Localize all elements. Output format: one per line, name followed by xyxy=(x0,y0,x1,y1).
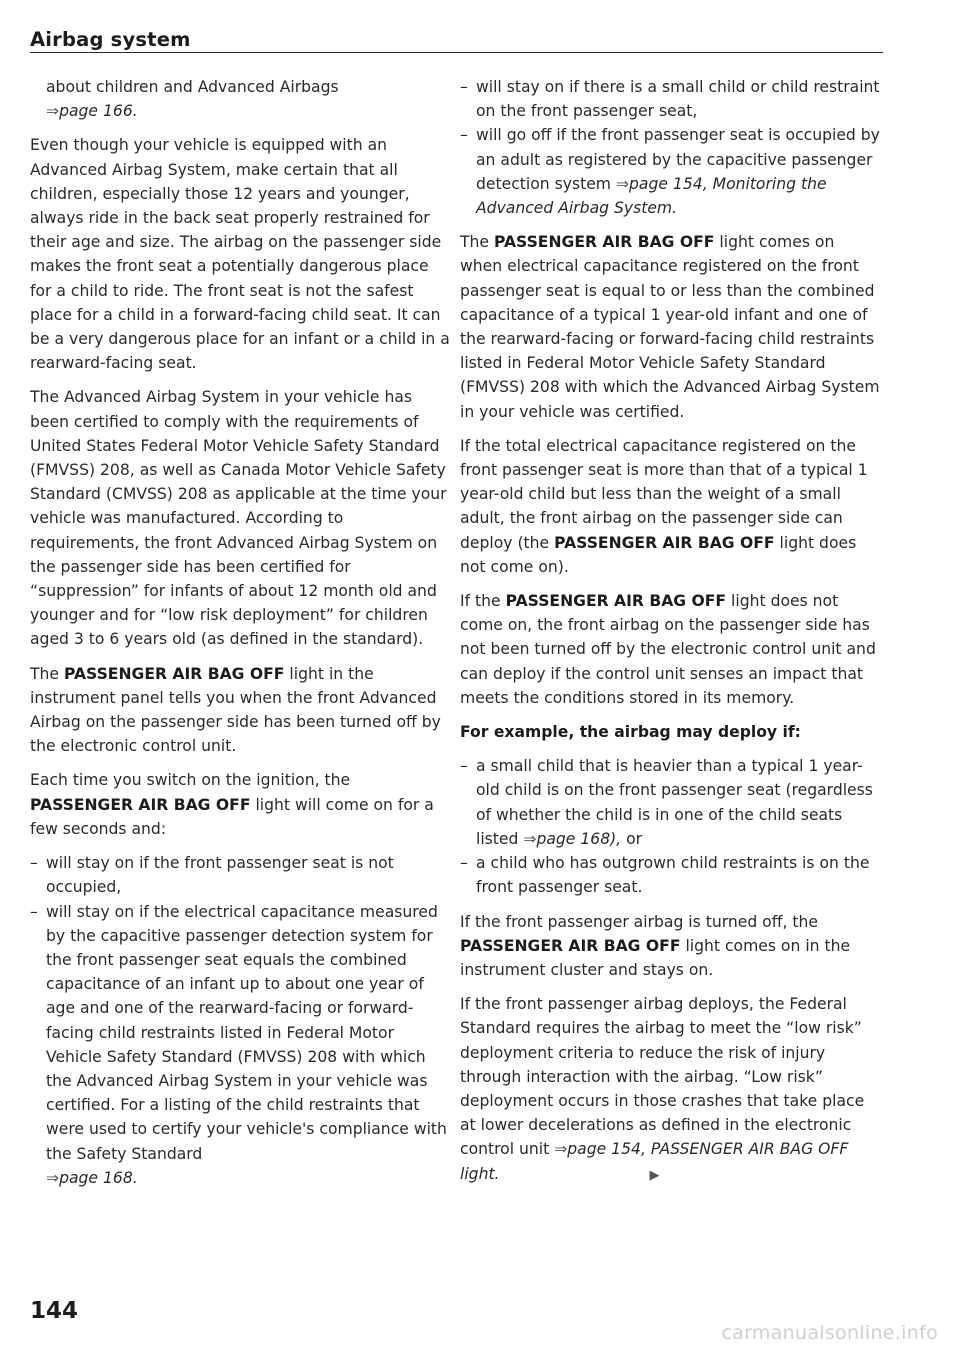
list-item: – a child who has outgrown child restraints is on the front passenger seat. xyxy=(460,854,870,897)
watermark: carmanualsonline.info xyxy=(721,1322,938,1344)
right-column xyxy=(460,75,880,1198)
header-divider xyxy=(30,52,883,53)
intro-paragraph: about children and Advanced Airbags ⇒page 166. xyxy=(46,78,339,121)
page-reference-link[interactable]: page 168. xyxy=(59,1168,138,1187)
page-number: 144 xyxy=(30,1298,79,1324)
page-reference-link[interactable]: page 166. xyxy=(59,102,138,121)
paragraph-indicator-light: The PASSENGER AIR BAG OFF light in the instrument panel tells you when the front Advanced Airbag on the passenger side has been turned off by the electronic control unit. xyxy=(30,664,441,756)
list-item: – will stay on if the front passenger seat is not occupied, xyxy=(30,854,394,897)
page-reference-link[interactable]: page 154, Monitoring the Advanced Airbag System. xyxy=(476,174,827,218)
bullet-list xyxy=(30,851,450,1190)
page-ref-arrow-icon: ⇒ xyxy=(46,102,60,121)
page-ref-arrow-icon: ⇒ xyxy=(615,174,630,193)
paragraph-capacitance: If the total electrical capacitance registered on the front passenger seat is more than that of a typical 1 year-old child but less than the weight of a small adult, the front airbag on the passenger side can deploy (the PASSENGER AIR BAG OFF light does not come on). xyxy=(460,436,868,576)
page-ref-arrow-icon: ⇒ xyxy=(523,829,537,848)
list-item: – a small child that is heavier than a typical 1 year-old child is on the front passenger seat (regardless of whether the child is in one of the child seats listed ⇒page 168), or xyxy=(460,757,873,848)
left-column xyxy=(30,75,450,1200)
list-item: – will go off if the front passenger seat is occupied by an adult as registered by the capacitive passenger detection system ⇒page 154, Monitoring the Advanced Airbag System. xyxy=(460,126,880,218)
paragraph-light-off: If the PASSENGER AIR BAG OFF light does not come on, the front airbag on the passenger side has not been turned off by the electronic control unit and can deploy if the control unit senses an impact that meets the conditions stored in its memory. xyxy=(460,592,876,707)
page-reference-link[interactable]: page 154, PASSENGER AIR BAG OFF light. xyxy=(460,1140,849,1183)
page-reference-link[interactable]: page 168), xyxy=(536,829,622,848)
continue-arrow-icon: ▶ xyxy=(649,1167,660,1183)
section-title: Airbag system xyxy=(30,28,191,51)
list-item: – will stay on if there is a small child or child restraint on the front passenger seat, xyxy=(460,78,880,121)
list-item: – will stay on if the electrical capacitance measured by the capacitive passenger detection system for the front passenger seat equals the combined capacitance of an infant up to about one year of age and one of the rearward-facing or forward-facing child restraints listed in Federal Motor Vehicle Safety Standard (FMVSS) 208 with which the Advanced Airbag System in your vehicle was certified. For a listing of the child restraints that were used to certify your vehicle's compliance with the Safety Standard ⇒page 168. xyxy=(30,902,447,1187)
bullet-list xyxy=(460,75,880,220)
paragraph-turned-off: If the front passenger airbag is turned off, the PASSENGER AIR BAG OFF light comes on in the instrument cluster and stays on. xyxy=(460,912,851,979)
paragraph-children-warning: Even though your vehicle is equipped with an Advanced Airbag System, make certain that all children, especially those 12 years and younger, always ride in the back seat properly restrained for their age and size. The airbag on the passenger side makes the front seat a potentially dangerous place for a child to ride. The front seat is not the safest place for a child in a forward-facing child seat. It can be a very dangerous place for an infant or a child in a rearward-facing seat. xyxy=(30,136,450,373)
paragraph-certification: The Advanced Airbag System in your vehicle has been certified to comply with the requirements of United States Federal Motor Vehicle Safety Standard (FMVSS) 208, as well as Canada Motor Vehicle Safety Standard (CMVSS) 208 as applicable at the time your vehicle was manufactured. According to requirements, the front Advanced Airbag System on the passenger side has been certified for “suppression” for infants of about 12 month old and younger and for “low risk deployment” for children aged 3 to 6 years old (as defined in the standard). xyxy=(30,388,447,649)
page-ref-arrow-icon: ⇒ xyxy=(46,1168,60,1187)
page-ref-arrow-icon: ⇒ xyxy=(554,1140,568,1159)
paragraph-ignition: Each time you switch on the ignition, the PASSENGER AIR BAG OFF light will come on for a few seconds and: xyxy=(30,771,434,838)
bullet-list xyxy=(460,754,880,899)
paragraph-light-on: The PASSENGER AIR BAG OFF light comes on when electrical capacitance registered on the front passenger seat is equal to or less than the combined capacitance of a typical 1 year-old infant and one of the rearward-facing or forward-facing child restraints listed in Federal Motor Vehicle Safety Standard (FMVSS) 208 with which the Advanced Airbag System in your vehicle was certified. xyxy=(460,233,880,421)
paragraph-deploys: If the front passenger airbag deploys, the Federal Standard requires the airbag to meet the “low risk” deployment criteria to reduce the risk of injury through interaction with the airbag. “Low risk” deployment occurs in those crashes that take place at lower decelerations as defined in the electronic control unit ⇒page 154, PASSENGER AIR BAG OFF light. ▶ xyxy=(460,992,880,1188)
subheading: For example, the airbag may deploy if: xyxy=(460,723,801,742)
